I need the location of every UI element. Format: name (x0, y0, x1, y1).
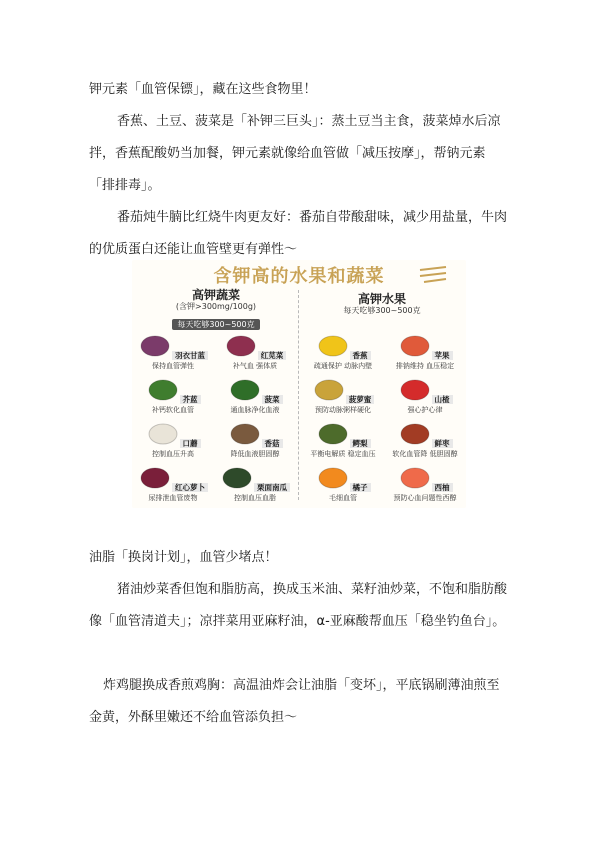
fruit-daily: 每天吃够300~500克 (343, 306, 421, 315)
veg-food-icon (224, 332, 258, 358)
fruit-item-benefit: 软化血管降 低胆固醇 (392, 450, 458, 458)
veg-subtitle: (含钾>300mg/100g) (175, 302, 257, 311)
fruit-item-name: 鲜枣 (432, 439, 453, 448)
veg-item-name: 香菇 (262, 439, 283, 448)
veg-item-benefit: 通血脉净化血液 (230, 406, 280, 414)
veg-food-icon (228, 420, 262, 446)
veg-item (132, 464, 214, 508)
fruit-item (302, 464, 384, 508)
veg-food-icon (146, 420, 180, 446)
fruit-food-icon (316, 420, 350, 446)
veg-item-benefit: 降低血液胆固醇 (230, 450, 280, 458)
fruit-food-icon (316, 332, 350, 358)
fruit-column-header (302, 292, 462, 332)
decorative-stripes (418, 266, 448, 284)
fruit-item-benefit: 强心护心律 (407, 406, 443, 414)
veg-food-icon (146, 376, 180, 402)
veg-item-benefit: 尿排泄血管废物 (148, 494, 198, 502)
fruit-item-name: 菠萝蜜 (346, 395, 375, 404)
veg-item-name: 羽衣甘蓝 (172, 351, 208, 360)
fruit-title: 高钾水果 (357, 292, 406, 306)
veg-item-name: 芥蓝 (180, 395, 201, 404)
infographic-title: 含钾高的水果和蔬菜 (213, 266, 385, 287)
veg-item-benefit: 控制血压升高 (152, 450, 194, 458)
column-divider (298, 290, 299, 500)
veg-item-benefit: 补钙软化血管 (152, 406, 194, 414)
fruit-item-benefit: 疏通保护 动脉内壁 (313, 362, 373, 370)
veg-item-name: 菠菜 (262, 395, 283, 404)
fruit-item-benefit: 毛细血管 (329, 494, 357, 502)
veg-item-name: 红心萝卜 (172, 483, 208, 492)
paragraph-potassium-foods: 香蕉、土豆、菠菜是「补钾三巨头」：蒸土豆当主食，菠菜焯水后凉拌，香蕉配酸奶当加餐，钾元素就像给血管做「减压按摩」，帮钠元素「排排毒」。 (89, 114, 501, 193)
fruit-item-benefit: 预防心血问题性西醇 (393, 494, 457, 502)
veg-item-benefit: 保持血管弹性 (152, 362, 194, 370)
fruit-item-benefit: 平衡电解质 稳定血压 (310, 450, 376, 458)
veg-item-name: 口蘑 (180, 439, 201, 448)
fruit-food-icon (398, 464, 432, 490)
fruit-item-name: 苹果 (432, 351, 453, 360)
veg-food-icon (220, 464, 254, 490)
veg-column-header (136, 288, 296, 328)
fruit-food-icon (398, 420, 432, 446)
veg-food-icon (138, 464, 172, 490)
fruit-food-icon (316, 464, 350, 490)
veg-item-name: 栗面南瓜 (254, 483, 290, 492)
veg-item-benefit: 控制血压血脂 (234, 494, 276, 502)
heading-potassium: 钾元素「血管保镖」，藏在这些食物里！ (89, 82, 317, 97)
heading-oil: 油脂「换岗计划」，血管少堵点！ (89, 550, 278, 565)
fruit-food-icon (312, 376, 346, 402)
veg-item (214, 464, 296, 508)
fruit-item-name: 香蕉 (350, 351, 371, 360)
fruit-item-name: 橘子 (350, 483, 371, 492)
fruit-item-benefit: 排钠维持 血压稳定 (395, 362, 455, 370)
potassium-foods-infographic (132, 260, 466, 508)
paragraph-tomato-beef: 番茄炖牛腩比红烧牛肉更友好：番茄自带酸甜味，减少用盐量，牛肉的优质蛋白还能让血管壁更有弹性～ (89, 210, 508, 257)
veg-daily: 每天吃够300~500克 (172, 319, 259, 330)
fruit-item-name: 鳄梨 (350, 439, 371, 448)
fruit-item-name: 山楂 (432, 395, 453, 404)
veg-item-name: 红苋菜 (258, 351, 287, 360)
fruit-item-name: 西柚 (432, 483, 453, 492)
paragraph-oil-swap: 猪油炒菜香但饱和脂肪高，换成玉米油、菜籽油炒菜，不饱和脂肪酸像「血管清道夫」；凉拌菜用亚麻籽油，α-亚麻酸帮血压「稳坐钓鱼台」。 (89, 582, 508, 629)
paragraph-chicken: 炸鸡腿换成香煎鸡胸：高温油炸会让油脂「变坏」，平底锅刷薄油煎至金黄，外酥里嫩还不给血管添负担～ (89, 678, 500, 725)
fruit-food-icon (398, 376, 432, 402)
veg-title: 高钾蔬菜 (191, 288, 240, 302)
veg-item-benefit: 补气血 强体质 (232, 362, 278, 370)
veg-food-icon (138, 332, 172, 358)
fruit-item-benefit: 预防动脉粥样硬化 (315, 406, 371, 414)
veg-food-icon (228, 376, 262, 402)
fruit-food-icon (398, 332, 432, 358)
fruit-item (384, 464, 466, 508)
